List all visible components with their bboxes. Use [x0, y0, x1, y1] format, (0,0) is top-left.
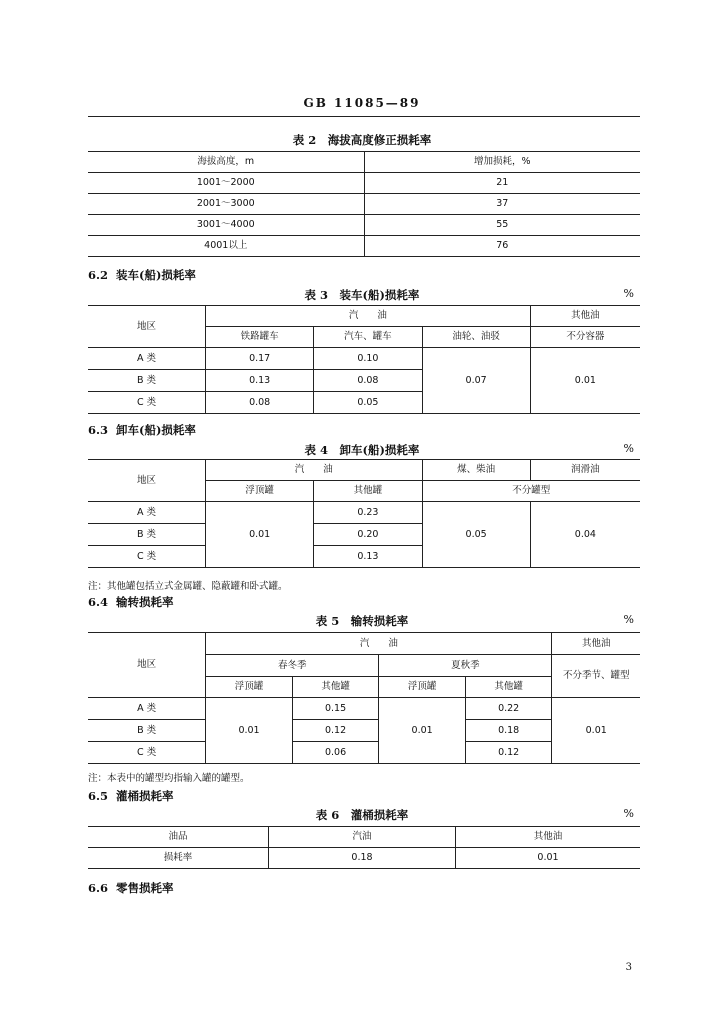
section-number: 6.6: [88, 881, 109, 895]
table3: [88, 305, 640, 414]
table6-unit: %: [623, 807, 634, 820]
section-number: 6.5: [88, 789, 109, 803]
table5-sa-floating-value: 0.01: [379, 698, 466, 764]
table3-cell: 0.08: [314, 370, 422, 392]
table3-container-header: 不分容器: [530, 327, 640, 348]
table5-region: A 类: [88, 698, 206, 720]
table6: [88, 826, 640, 869]
table5-region-header: 地区: [88, 633, 206, 698]
table5-floating-header: 浮顶罐: [206, 677, 293, 698]
table5-cell: 0.18: [465, 720, 552, 742]
table4-cell: 0.23: [314, 502, 422, 524]
table5-summer-autumn-header: 夏秋季: [379, 655, 552, 677]
table4-kerosene-header: 煤、柴油: [422, 460, 530, 481]
table6-product-header: 油品: [88, 827, 269, 848]
table4-kerosene-value: 0.05: [422, 502, 530, 568]
page-header: GB 11085—89: [303, 96, 421, 110]
table5-any-season-header: 不分季节、罐型: [552, 655, 640, 698]
table5-other-tank-header: 其他罐: [465, 677, 552, 698]
table4-any-tank-header: 不分罐型: [422, 481, 640, 502]
table6-gasoline-value: 0.18: [269, 848, 456, 869]
table5-other-tank-header: 其他罐: [292, 677, 379, 698]
table5-cell: 0.15: [292, 698, 379, 720]
table5-note: 注：本表中的罐型均指输入罐的罐型。: [88, 773, 250, 784]
table2-cell: 1001～2000: [88, 173, 364, 194]
section-title: 卸车(船)损耗率: [116, 423, 196, 437]
table6-caption: 表 6 灌桶损耗率: [315, 808, 409, 822]
table3-caption: 表 3 装车(船)损耗率: [304, 288, 420, 302]
section-6-2: [88, 267, 196, 283]
table5-floating-header: 浮顶罐: [379, 677, 466, 698]
table5-other-value: 0.01: [552, 698, 640, 764]
table6-gasoline-header: 汽油: [269, 827, 456, 848]
table5-region: C 类: [88, 742, 206, 764]
section-title: 灌桶损耗率: [116, 789, 174, 803]
table4-cell: 0.13: [314, 546, 422, 568]
table3-region: C 类: [88, 392, 206, 414]
table3-ship-header: 油轮、油驳: [422, 327, 530, 348]
table5-other-header: 其他油: [552, 633, 640, 655]
table4-cell: 0.20: [314, 524, 422, 546]
section-title: 零售损耗率: [116, 881, 174, 895]
table4: [88, 459, 640, 568]
section-6-4: [88, 594, 174, 610]
table4-lube-header: 润滑油: [530, 460, 640, 481]
table2-cell: 55: [364, 215, 640, 236]
table3-region: A 类: [88, 348, 206, 370]
table2: [88, 151, 640, 257]
table5-caption: 表 5 输转损耗率: [315, 614, 409, 628]
table5-sw-floating-value: 0.01: [206, 698, 293, 764]
table4-floating-header: 浮顶罐: [206, 481, 314, 502]
table3-ship-value: 0.07: [422, 348, 530, 414]
table3-gasoline-header: 汽 油: [206, 306, 531, 327]
table3-cell: 0.05: [314, 392, 422, 414]
table5-region: B 类: [88, 720, 206, 742]
section-title: 输转损耗率: [116, 595, 174, 609]
table2-col-altitude: 海拔高度，m: [88, 152, 364, 173]
table3-rail-header: 铁路罐车: [206, 327, 314, 348]
table3-cell: 0.08: [206, 392, 314, 414]
section-number: 6.2: [88, 268, 109, 282]
table2-cell: 76: [364, 236, 640, 257]
table2-cell: 2001～3000: [88, 194, 364, 215]
table3-cell: 0.13: [206, 370, 314, 392]
table5: [88, 632, 640, 764]
table4-region-header: 地区: [88, 460, 206, 502]
table4-other-tank-header: 其他罐: [314, 481, 422, 502]
section-number: 6.4: [88, 595, 109, 609]
table2-cell: 37: [364, 194, 640, 215]
section-title: 装车(船)损耗率: [116, 268, 196, 282]
table6-loss-label: 损耗率: [88, 848, 269, 869]
table2-col-added: 增加损耗，%: [364, 152, 640, 173]
table5-cell: 0.06: [292, 742, 379, 764]
header-rule: [88, 116, 640, 117]
section-6-6: [88, 880, 174, 896]
table2-cell: 4001以上: [88, 236, 364, 257]
table5-spring-winter-header: 春冬季: [206, 655, 379, 677]
table5-gasoline-header: 汽 油: [206, 633, 552, 655]
table5-cell: 0.22: [465, 698, 552, 720]
table4-region: A 类: [88, 502, 206, 524]
table5-unit: %: [623, 613, 634, 626]
table2-cell: 21: [364, 173, 640, 194]
table2-caption: 表 2 海拔高度修正损耗率: [292, 133, 432, 147]
table2-cell: 3001～4000: [88, 215, 364, 236]
section-number: 6.3: [88, 423, 109, 437]
table4-unit: %: [623, 442, 634, 455]
table4-region: B 类: [88, 524, 206, 546]
table4-caption: 表 4 卸车(船)损耗率: [304, 443, 420, 457]
table6-other-header: 其他油: [456, 827, 641, 848]
page-number: 3: [625, 962, 632, 973]
table4-floating-value: 0.01: [206, 502, 314, 568]
table4-note: 注：其他罐包括立式金属罐、隐蔽罐和卧式罐。: [88, 581, 288, 592]
table3-region-header: 地区: [88, 306, 206, 348]
table4-region: C 类: [88, 546, 206, 568]
table3-unit: %: [623, 287, 634, 300]
table3-region: B 类: [88, 370, 206, 392]
table4-gasoline-header: 汽 油: [206, 460, 422, 481]
table3-truck-header: 汽车、罐车: [314, 327, 422, 348]
table5-cell: 0.12: [292, 720, 379, 742]
table6-other-value: 0.01: [456, 848, 641, 869]
table3-other-header: 其他油: [530, 306, 640, 327]
section-6-5: [88, 788, 174, 804]
section-6-3: [88, 422, 196, 438]
table3-cell: 0.10: [314, 348, 422, 370]
table3-cell: 0.17: [206, 348, 314, 370]
table5-cell: 0.12: [465, 742, 552, 764]
table3-other-value: 0.01: [530, 348, 640, 414]
table4-lube-value: 0.04: [530, 502, 640, 568]
